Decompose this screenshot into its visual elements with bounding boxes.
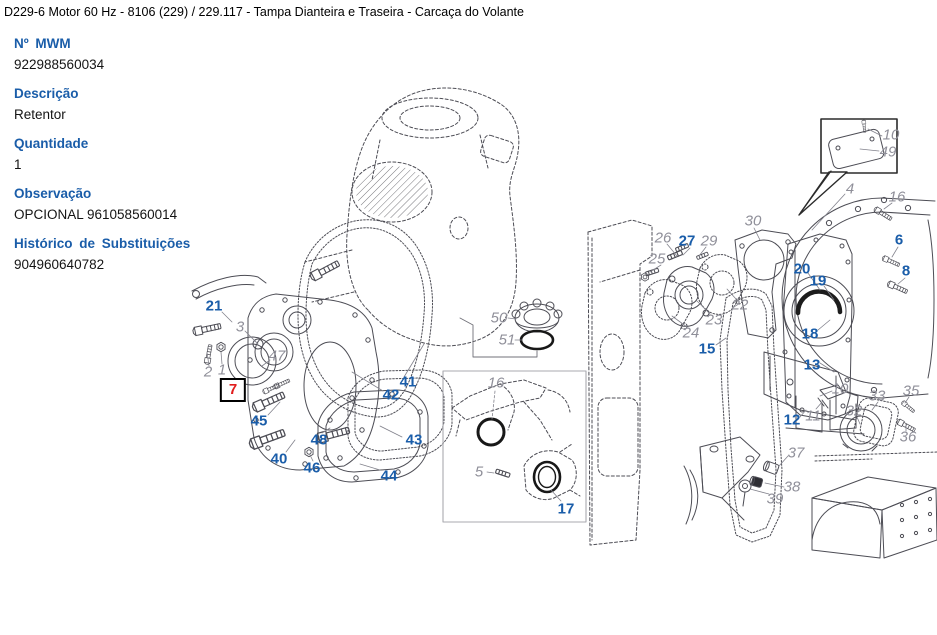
- o-ring-16: [478, 419, 504, 445]
- part-callout-49[interactable]: 49: [879, 143, 897, 161]
- part-callout-48[interactable]: 48: [310, 431, 328, 449]
- inset-pipe-sketch: [452, 380, 570, 440]
- part-callout-37[interactable]: 37: [787, 444, 805, 462]
- part-callout-50[interactable]: 50: [490, 309, 508, 327]
- part-callout-19[interactable]: 19: [809, 272, 827, 290]
- rear-block-sketch: [588, 220, 652, 545]
- part-callout-47[interactable]: 47: [268, 347, 286, 365]
- breadcrumb: D229-6 Motor 60 Hz - 8106 (229) / 229.117 - Tampa Dianteira e Traseira - Carcaça do Volante: [4, 5, 524, 19]
- o-ring-51: [521, 331, 553, 349]
- part-callout-43[interactable]: 43: [405, 431, 423, 449]
- engine-block-sketch: [305, 88, 519, 349]
- part-callout-10-box[interactable]: 10: [882, 126, 900, 144]
- part-callout-39[interactable]: 39: [766, 490, 784, 508]
- part-callout-41[interactable]: 41: [399, 373, 417, 391]
- field-label: Nº MWM: [14, 36, 71, 51]
- part-callout-17[interactable]: 17: [557, 500, 575, 518]
- part-callout-40[interactable]: 40: [270, 450, 288, 468]
- part-callout-1[interactable]: 1: [217, 361, 227, 379]
- left-arm-sketch: [192, 275, 266, 299]
- housing-30: [735, 230, 796, 338]
- part-callout-16-inset[interactable]: 16: [487, 374, 505, 392]
- part-callout-36[interactable]: 36: [899, 428, 917, 446]
- field-label: Histórico de Substituições: [14, 236, 191, 251]
- part-callout-38[interactable]: 38: [783, 478, 801, 496]
- field-value: 904960640782: [14, 257, 105, 272]
- part-callout-5[interactable]: 5: [474, 463, 484, 481]
- part-callout-51[interactable]: 51: [498, 331, 516, 349]
- washer-39: [739, 480, 751, 506]
- part-callout-20[interactable]: 20: [793, 260, 811, 278]
- part-callout-27[interactable]: 27: [678, 232, 696, 250]
- part-callout-33[interactable]: 33: [868, 387, 886, 405]
- part-callout-21[interactable]: 21: [205, 297, 223, 315]
- field-value: Retentor: [14, 107, 66, 122]
- part-callout-6[interactable]: 6: [894, 231, 904, 249]
- field-label: Observação: [14, 186, 92, 201]
- part-callout-2[interactable]: 2: [203, 363, 213, 381]
- right-edge-screws: [873, 206, 911, 295]
- inset-box: [443, 371, 586, 522]
- field-label: Quantidade: [14, 136, 89, 151]
- part-callout-32[interactable]: 32: [845, 402, 863, 420]
- field-value: OPCIONAL 961058560014: [14, 207, 178, 222]
- part-callout-29[interactable]: 29: [700, 232, 718, 250]
- part-callout-16-right[interactable]: 16: [888, 188, 906, 206]
- part-callout-42[interactable]: 42: [382, 386, 400, 404]
- mount-bracket: [684, 437, 760, 524]
- part-callout-18[interactable]: 18: [801, 325, 819, 343]
- block-screen-hatch: [356, 166, 428, 218]
- part-callout-46[interactable]: 46: [303, 459, 321, 477]
- filler-cap-50: [512, 299, 562, 332]
- part-callout-45[interactable]: 45: [250, 412, 268, 430]
- field-value: 1: [14, 157, 22, 172]
- part-callout-7[interactable]: 7: [220, 378, 246, 402]
- part-callout-26[interactable]: 26: [654, 229, 672, 247]
- part-callout-30[interactable]: 30: [744, 212, 762, 230]
- part-callout-25[interactable]: 25: [648, 250, 666, 268]
- plug-37: [762, 460, 779, 474]
- part-callout-10-bracket[interactable]: 10: [831, 380, 849, 398]
- part-callout-13[interactable]: 13: [803, 356, 821, 374]
- part-callout-15[interactable]: 15: [698, 340, 716, 358]
- part-callout-8[interactable]: 8: [901, 262, 911, 280]
- part-callout-35[interactable]: 35: [902, 382, 920, 400]
- bolt-5: [495, 469, 510, 477]
- field-value: 922988560034: [14, 57, 105, 72]
- part-callout-4[interactable]: 4: [845, 180, 855, 198]
- part-callout-12[interactable]: 12: [783, 411, 801, 429]
- part-callout-3[interactable]: 3: [235, 318, 245, 336]
- part-callout-22[interactable]: 22: [731, 296, 749, 314]
- part-callout-23[interactable]: 23: [705, 311, 723, 329]
- fan-shroud: [812, 452, 937, 558]
- screw-35: [901, 400, 916, 413]
- part-callout-24[interactable]: 24: [682, 324, 700, 342]
- field-label: Descrição: [14, 86, 79, 101]
- part-callout-44[interactable]: 44: [380, 467, 398, 485]
- part-callout-11[interactable]: 11: [805, 407, 821, 425]
